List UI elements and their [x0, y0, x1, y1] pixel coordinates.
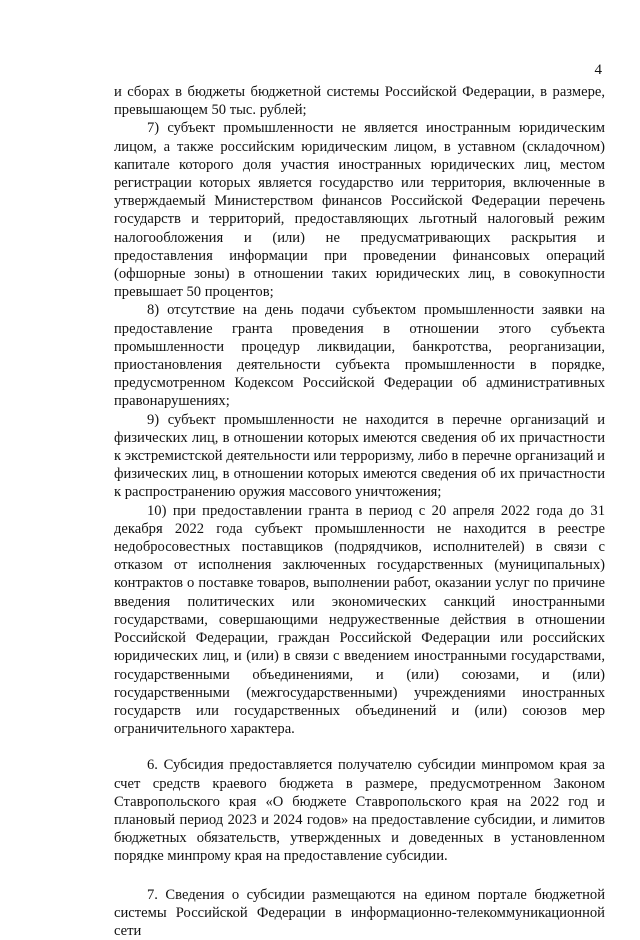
paragraph-item-8: 8) отсутствие на день подачи субъектом промышленности заявки на предоставление гранта проведения в отношении этого субъекта промышленности процедур ликвидации, банкротства, реорганизации, приостановления деятельности субъекта промышленности в порядке, предусмотренном Кодексом Российской Федерации об административных правонарушениях;: [114, 302, 605, 410]
paragraph-item-10: 10) при предоставлении гранта в период с 20 апреля 2022 года до 31 декабря 2022 года субъект промышленности не находится в реестре недобросовестных поставщиков (подрядчиков, исполнителей) в связи с отказом от исполнения заключенных государственных (муниципальных) контрактов о поставке товаров, выполнении работ, оказании услуг по причине введения политических или экономических санкций иностранными государствами, совершающими недружественные действия в отношении Российской Федерации, граждан Российской Федерации или российских юридических лиц, и (или) в связи с введением иностранными государствами, государственными объединениями, и (или) союзами, и (или) государственными (межгосударственными) учреждениями иностранных государств или государственных объединений и (или) союзов мер ограничительного характера.: [114, 502, 605, 738]
paragraph-section-6: 6. Субсидия предоставляется получателю субсидии минпромом края за счет средств краевого бюджета в размере, предусмотренном Законом Ставропольского края «О бюджете Ставропольского края на 2022 год и плановый период 2023 и 2024 годов» на предоставление субсидии, и лимитов бюджетных обязательств, утвержденных и доведенных в установленном порядке минпрому края на предоставление субсидии.: [114, 757, 605, 865]
page-number: 4: [594, 62, 602, 78]
paragraph-continuation: и сборах в бюджеты бюджетной системы Российской Федерации, в размере, превышающем 50 тыс. рублей;: [114, 84, 605, 119]
paragraph-section-7: 7. Сведения о субсидии размещаются на едином портале бюджетной системы Российской Федерации в информационно-телекоммуникационной сети: [114, 886, 605, 939]
document-body: [114, 83, 605, 940]
paragraph-item-7: 7) субъект промышленности не является иностранным юридическим лицом, а также российским юридическим лицом, в уставном (складочном) капитале которого доля участия иностранных юридических лиц, местом регистрации которых является государство или территория, включенные в утверждаемый Министерством финансов Российской Федерации перечень государств и территорий, предоставляющих льготный налоговый режим налогообложения и (или) не предусматривающих раскрытия и предоставления информации при проведении финансовых операций (офшорные зоны) в отношении таких юридических лиц, в совокупности превышает 50 процентов;: [114, 120, 605, 301]
paragraph-item-9: 9) субъект промышленности не находится в перечне организаций и физических лиц, в отношении которых имеются сведения об их причастности к экстремистской деятельности или терроризму, либо в перечне организаций и физических лиц, в отношении которых имеются сведения об их причастности к распространению оружия массового уничтожения;: [114, 411, 605, 501]
